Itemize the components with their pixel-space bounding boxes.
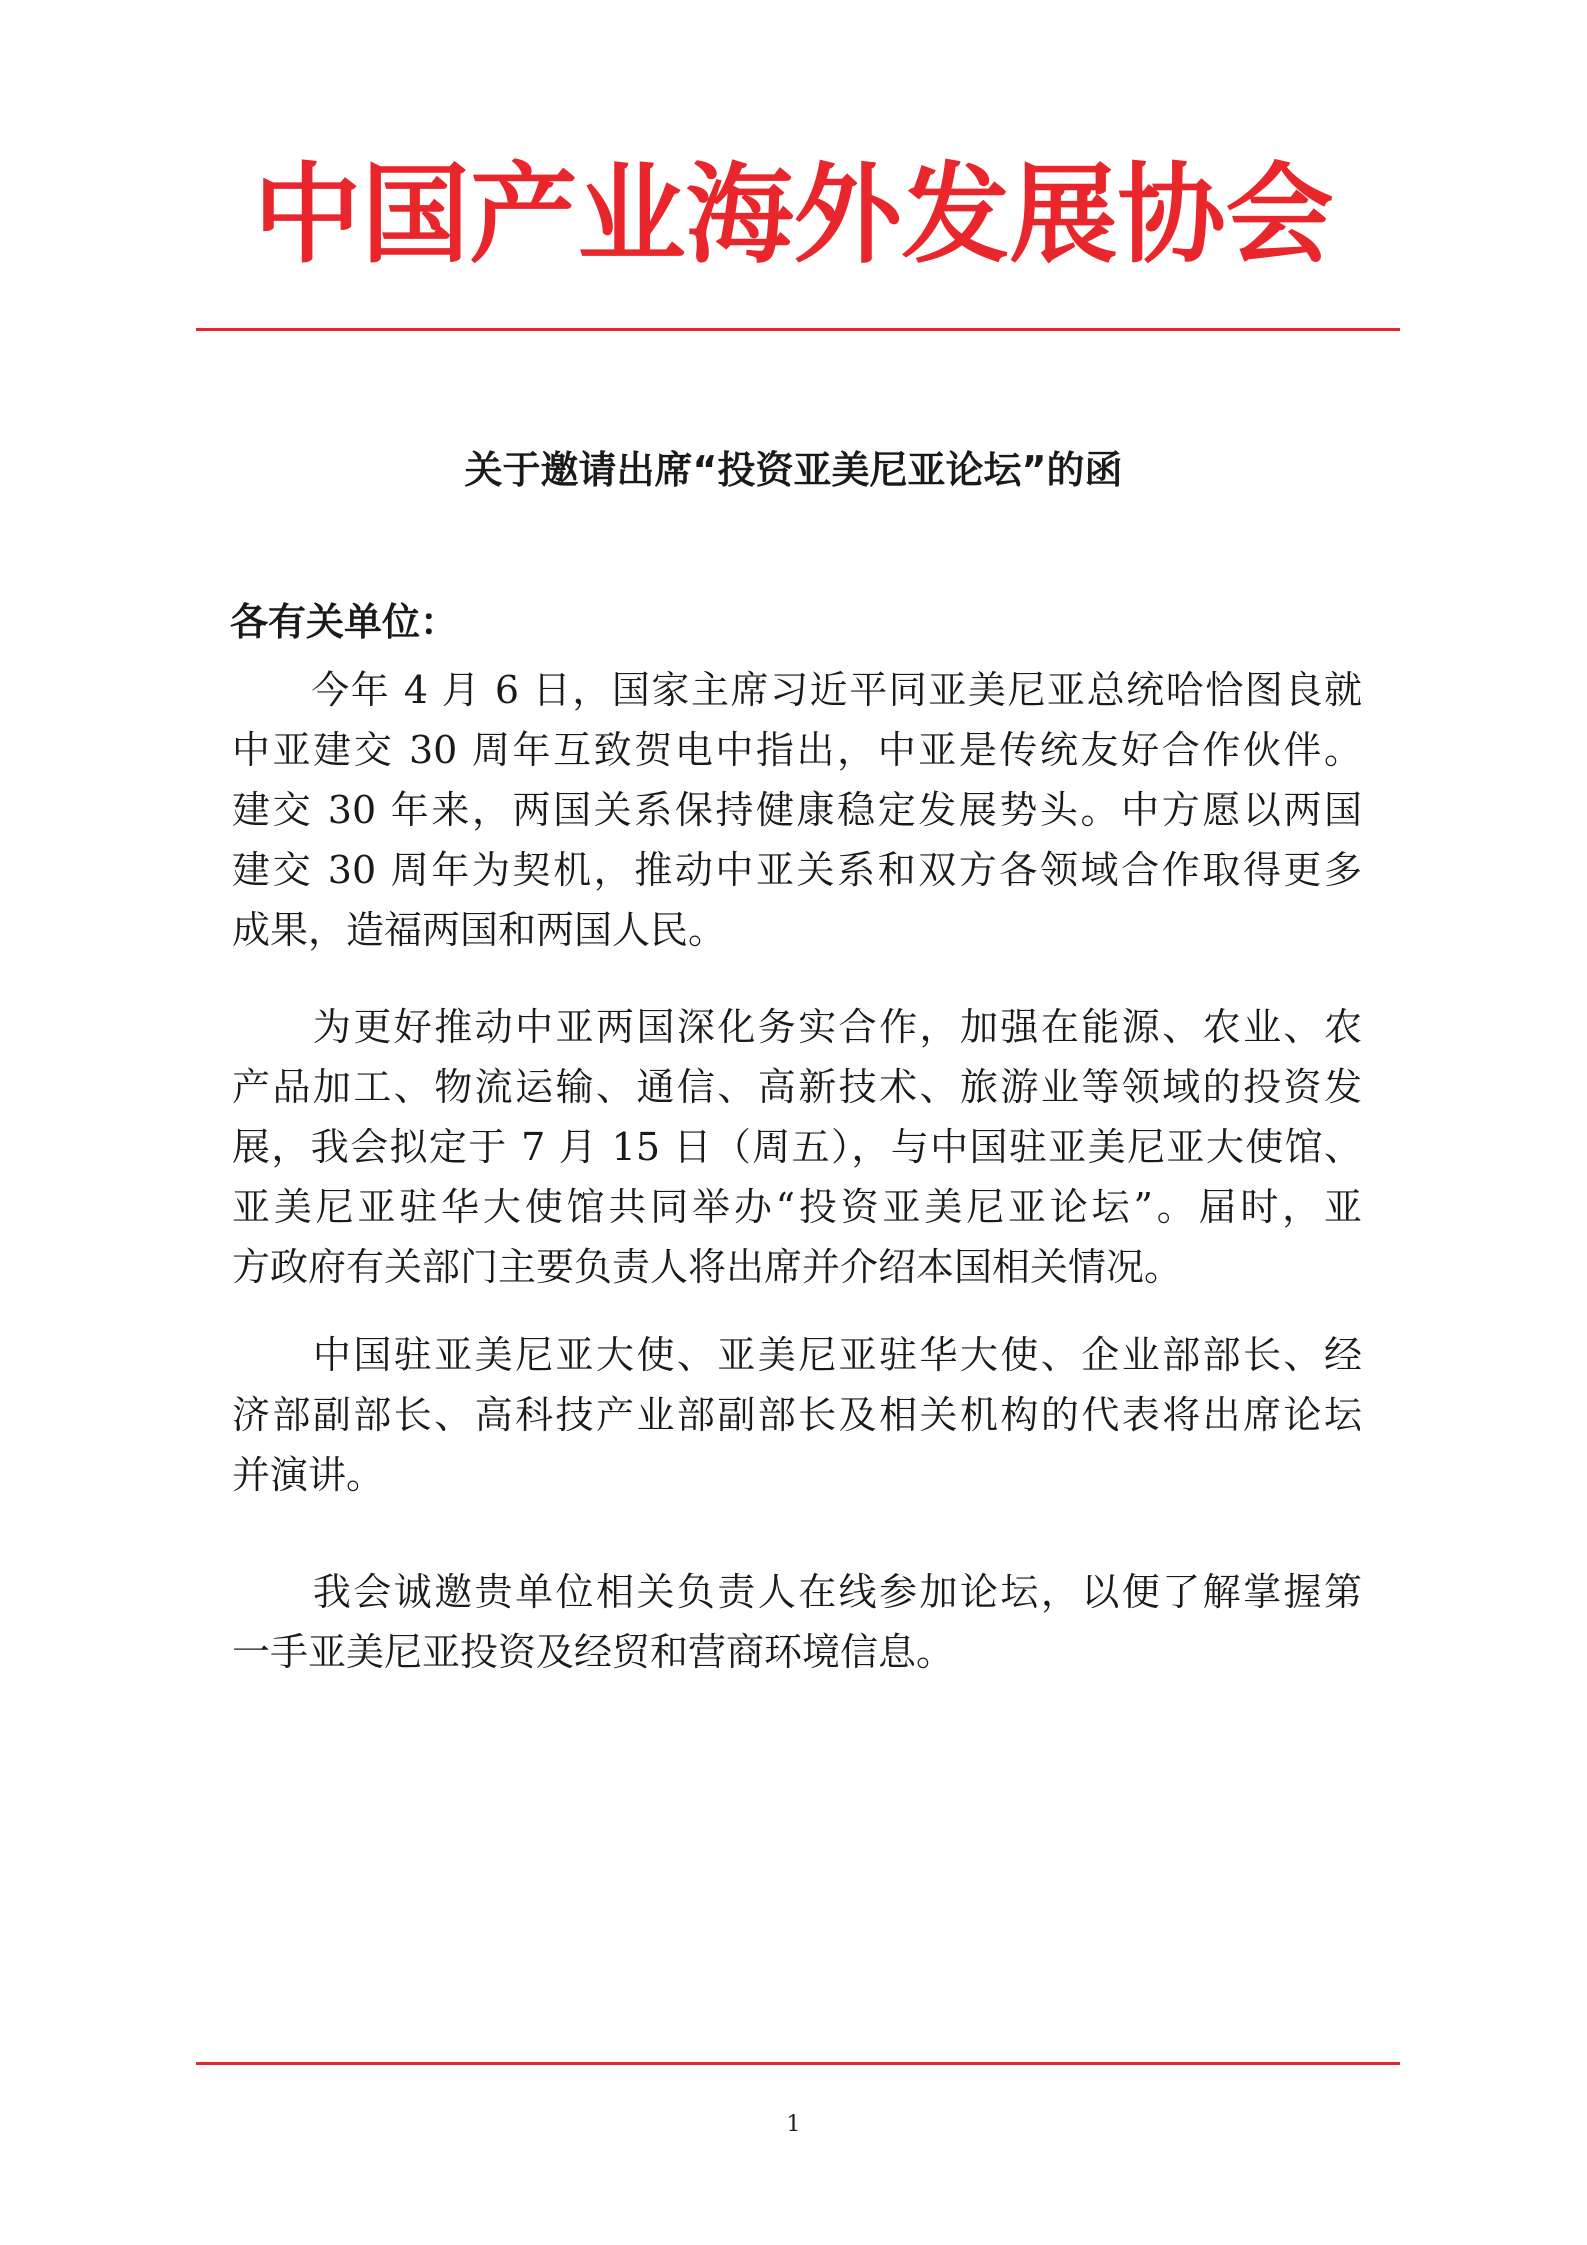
paragraph-1 — [232, 665, 1362, 952]
paragraph-line: 为更好推动中亚两国深化务实合作，加强在能源、农业、农 — [232, 1005, 1362, 1049]
paragraph-line: 产品加工、物流运输、通信、高新技术、旅游业等领域的投资发 — [232, 1065, 1362, 1109]
page-number: 1 — [786, 2112, 801, 2137]
paragraph-3 — [232, 1330, 1362, 1500]
letterhead-org-name: 中国产业海外发展协会 — [253, 152, 1334, 278]
paragraph-line: 中国驻亚美尼亚大使、亚美尼亚驻华大使、企业部部长、经 — [232, 1333, 1362, 1377]
letterhead-divider-line — [196, 328, 1400, 331]
paragraph-line: 建交 30 年来，两国关系保持健康稳定发展势头。中方愿以两国 — [232, 788, 1362, 832]
paragraph-line: 建交 30 周年为契机，推动中亚关系和双方各领域合作取得更多 — [232, 848, 1362, 892]
paragraph-line: 成果，造福两国和两国人民。 — [232, 908, 727, 952]
salutation: 各有关单位： — [230, 600, 459, 644]
paragraph-line: 展，我会拟定于 7 月 15 日（周五），与中国驻亚美尼亚大使馆、 — [232, 1125, 1362, 1169]
paragraph-line: 今年 4 月 6 日，国家主席习近平同亚美尼亚总统哈恰图良就 — [232, 668, 1362, 712]
paragraph-2 — [232, 1002, 1362, 1292]
paragraph-line: 济部副部长、高科技产业部副部长及相关机构的代表将出席论坛 — [232, 1393, 1362, 1437]
paragraph-line: 并演讲。 — [232, 1453, 385, 1497]
paragraph-line: 方政府有关部门主要负责人将出席并介绍本国相关情况。 — [232, 1245, 1183, 1289]
footer-divider-line — [196, 2062, 1400, 2065]
paragraph-line: 一手亚美尼亚投资及经贸和营商环境信息。 — [232, 1630, 955, 1674]
paragraph-4 — [232, 1567, 1362, 1677]
paragraph-line: 亚美尼亚驻华大使馆共同举办“投资亚美尼亚论坛”。届时，亚 — [232, 1185, 1362, 1229]
document-title: 关于邀请出席“投资亚美尼亚论坛”的函 — [464, 448, 1123, 492]
paragraph-line: 中亚建交 30 周年互致贺电中指出，中亚是传统友好合作伙伴。 — [232, 728, 1362, 772]
paragraph-line: 我会诚邀贵单位相关负责人在线参加论坛，以便了解掌握第 — [232, 1570, 1362, 1614]
